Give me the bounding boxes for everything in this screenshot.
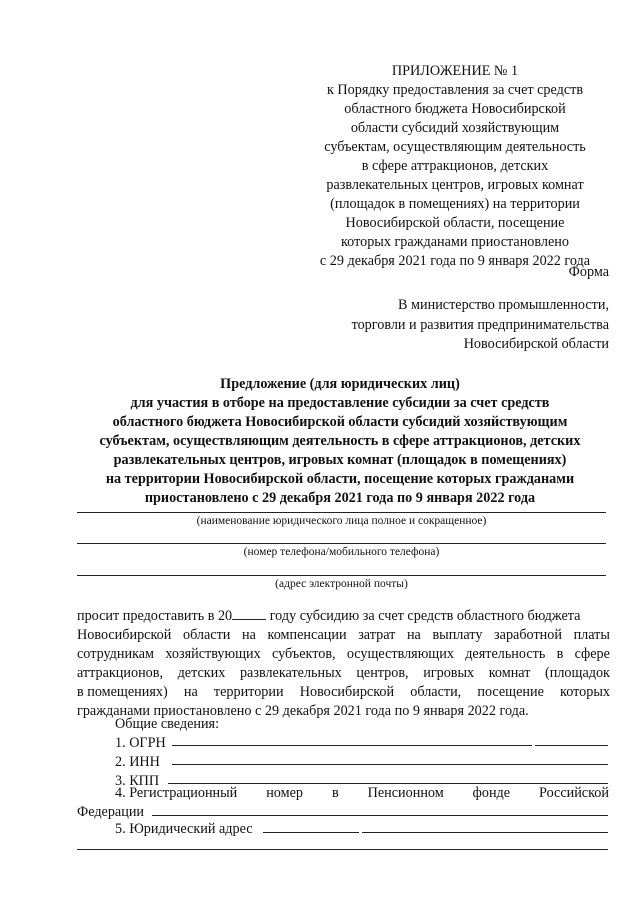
paragraph-word: области, <box>410 684 462 700</box>
title-line: областного бюджета Новосибирской области субсидий хозяйствующим <box>112 414 568 430</box>
appendix-line: Новосибирской области, посещение <box>345 215 565 231</box>
pension-label-cont: Федерации <box>77 804 145 820</box>
addressee-block <box>289 296 609 355</box>
legal-address-field[interactable] <box>263 832 359 833</box>
paragraph-word: хозяйствующих <box>165 646 261 662</box>
company-name-caption: (наименование юридического лица полное и сокращенное) <box>196 515 487 527</box>
email-caption: (адрес электронной почты) <box>275 578 408 590</box>
appendix-line: области субсидий хозяйствующим <box>350 120 560 136</box>
company-name-field[interactable] <box>77 512 606 513</box>
appendix-line: развлекательных центров, игровых комнат <box>326 177 584 193</box>
legal-address-field-extra[interactable] <box>362 832 608 833</box>
pension-word: 4. Регистрационный <box>115 785 238 801</box>
appendix-line: с 29 декабря 2021 года по 9 января 2022 года <box>319 253 591 269</box>
pension-word: фонде <box>472 785 511 801</box>
inn-field[interactable] <box>172 764 608 765</box>
title-line: на территории Новосибирской области, посещение которых гражданами <box>105 471 575 487</box>
paragraph-line <box>77 683 610 702</box>
paragraph-line <box>77 607 610 626</box>
addressee-line: В министерство промышленности, <box>398 297 609 313</box>
paragraph-line: гражданами приостановлено с 29 декабря 2021 года по 9 января 2022 года. <box>77 703 529 719</box>
year-field[interactable] <box>232 607 266 620</box>
appendix-line: субъектам, осуществляющим деятельность <box>324 139 586 155</box>
paragraph-word: на <box>183 684 198 700</box>
pension-word: в <box>331 785 339 801</box>
addressee-line: Новосибирской области <box>463 336 609 352</box>
phone-caption: (номер телефона/мобильного телефона) <box>243 546 440 558</box>
paragraph-word: комнат <box>488 665 531 681</box>
paragraph-line <box>77 645 610 664</box>
paragraph-word: заработной <box>494 627 562 643</box>
paragraph-word: области <box>182 627 231 643</box>
appendix-header <box>300 62 610 271</box>
pension-word: номер <box>266 785 303 801</box>
paragraph-word: сфере <box>574 646 610 662</box>
pension-number-field[interactable] <box>152 815 608 816</box>
appendix-line: областного бюджета Новосибирской <box>344 101 566 117</box>
paragraph-line <box>77 664 610 683</box>
paragraph-word: которых <box>560 684 610 700</box>
paragraph-word: на <box>242 627 256 643</box>
paragraph-word: деятельность <box>465 646 546 662</box>
paragraph-word: посещение <box>477 684 544 700</box>
paragraph-word: детских <box>177 665 226 681</box>
kpp-field[interactable] <box>168 783 608 784</box>
paragraph-word: субъектов, <box>272 646 336 662</box>
paragraph-word: аттракционов, <box>77 665 163 681</box>
paragraph-word: платы <box>573 627 610 643</box>
addressee-line: торговли и развития предпринимательства <box>351 316 609 333</box>
pension-fund-label <box>115 785 609 802</box>
paragraph-word: на <box>406 627 421 643</box>
paragraph-word: (площадок <box>545 665 610 681</box>
paragraph-word: игровых <box>423 665 475 681</box>
ogrn-field[interactable] <box>172 745 532 746</box>
paragraph-word: центров, <box>356 665 409 681</box>
ogrn-label: 1. ОГРН <box>115 735 166 751</box>
ogrn-field-extra[interactable] <box>535 745 608 746</box>
appendix-line: к Порядку предоставления за счет средств <box>326 82 584 98</box>
title-line: для участия в отборе на предоставление субсидии за счет средств <box>130 395 550 411</box>
paragraph-word: выплату <box>432 627 483 643</box>
phone-field[interactable] <box>77 543 606 544</box>
email-field[interactable] <box>77 575 606 576</box>
form-label: Форма <box>568 264 609 280</box>
paragraph-text: году субсидию за счет средств областного бюджета <box>266 608 581 624</box>
appendix-line: (площадок в помещениях) на территории <box>330 196 580 212</box>
general-info-heading: Общие сведения: <box>115 716 220 732</box>
document-title <box>60 375 620 508</box>
paragraph-word: сотрудникам <box>77 646 155 662</box>
pension-word: Пенсионном <box>367 785 444 801</box>
request-paragraph <box>77 607 610 721</box>
title-line: субъектам, осуществляющим деятельность в сфере аттракционов, детских <box>99 433 581 449</box>
appendix-line: в сфере аттракционов, детских <box>361 158 549 174</box>
paragraph-word: в помещениях) <box>77 684 168 700</box>
paragraph-word: в <box>556 646 564 662</box>
paragraph-line <box>77 626 610 645</box>
paragraph-text: просит предоставить в 20 <box>77 608 233 624</box>
inn-label: 2. ИНН <box>115 754 160 770</box>
kpp-label: 3. КПП <box>115 773 160 789</box>
paragraph-word: затрат <box>358 627 396 643</box>
title-line: Предложение (для юридических лиц) <box>220 376 460 392</box>
legal-address-field-line2[interactable] <box>77 849 608 850</box>
paragraph-word: Новосибирской <box>299 684 395 700</box>
legal-address-label: 5. Юридический адрес <box>115 821 253 837</box>
appendix-line: которых гражданами приостановлено <box>341 234 569 250</box>
pension-word: Российской <box>539 785 609 801</box>
appendix-line: ПРИЛОЖЕНИЕ № 1 <box>391 63 519 79</box>
paragraph-word: развлекательных <box>239 665 342 681</box>
paragraph-word: компенсации <box>267 627 347 643</box>
paragraph-word: осуществляющих <box>346 646 454 662</box>
title-line: приостановлено с 29 декабря 2021 года по 9 января 2022 года <box>144 490 536 506</box>
paragraph-word: территории <box>213 684 284 700</box>
paragraph-word: Новосибирской <box>77 627 172 643</box>
title-line: развлекательных центров, игровых комнат (площадок в помещениях) <box>113 452 567 468</box>
